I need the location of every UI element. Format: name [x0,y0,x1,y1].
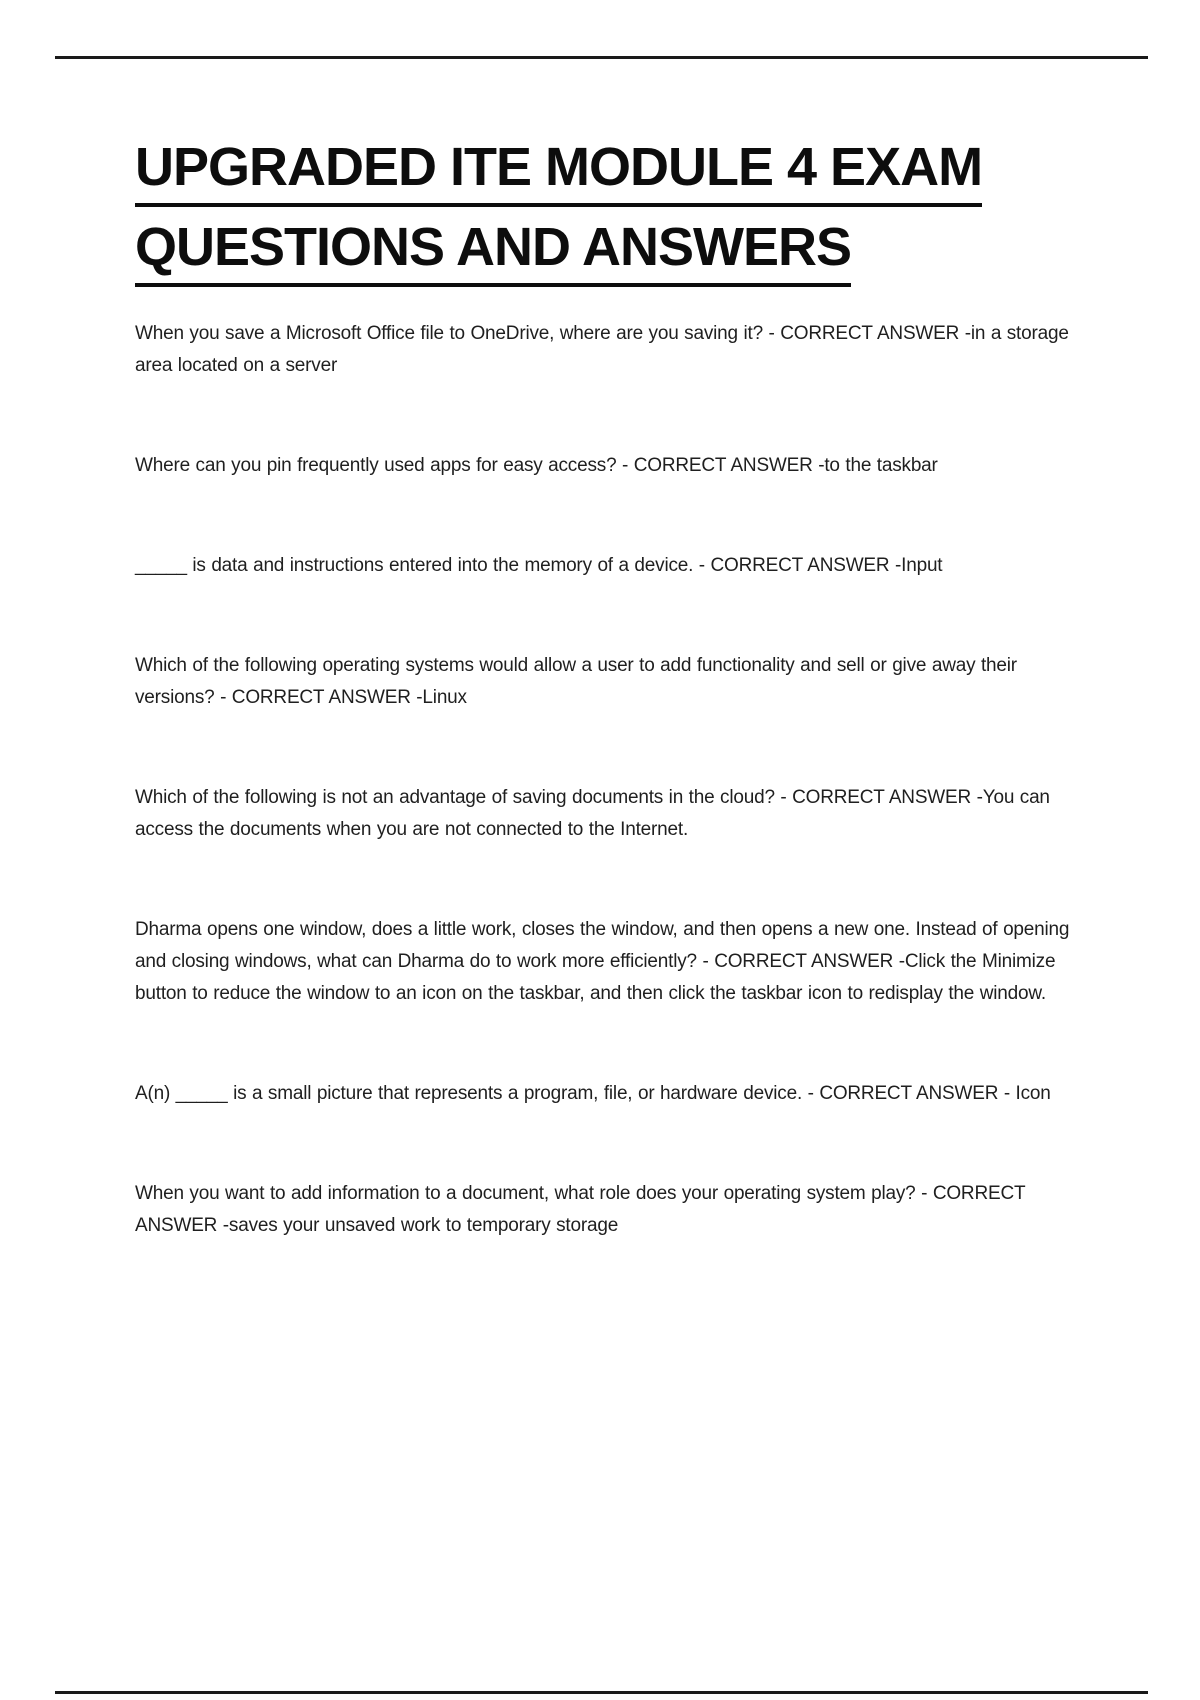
qa-paragraph: Where can you pin frequently used apps for easy access? - CORRECT ANSWER -to the taskbar [135,455,938,476]
qa-paragraph: Dharma opens one window, does a little work, closes the window, and then opens a new one. Instead of opening and closing windows, what can Dharma do to work more efficiently? - CORRECT ANSWER -Click the Minimize button to reduce the window to an icon on the taskbar, and then click the taskbar icon to redisplay the window. [135,919,1070,1004]
title-line-1: UPGRADED ITE MODULE 4 EXAM [135,140,982,207]
qa-paragraph: Which of the following operating systems would allow a user to add functionality and sell or give away their versions? - CORRECT ANSWER -Linux [135,655,1017,708]
qa-content [135,318,1075,1310]
qa-paragraph: When you want to add information to a document, what role does your operating system play? - CORRECT ANSWER -saves your unsaved work to temporary storage [135,1183,1026,1236]
qa-paragraph: _____ is data and instructions entered into the memory of a device. - CORRECT ANSWER -Input [135,555,943,576]
document-title [135,137,1095,300]
footer-rule [55,1691,1148,1694]
qa-paragraph: Which of the following is not an advantage of saving documents in the cloud? - CORRECT ANSWER -You can access the documents when you are not connected to the Internet. [135,787,1050,840]
qa-paragraph: A(n) _____ is a small picture that represents a program, file, or hardware device. - CORRECT ANSWER - Icon [135,1083,1051,1104]
title-line-2: QUESTIONS AND ANSWERS [135,220,851,287]
qa-paragraph: When you save a Microsoft Office file to OneDrive, where are you saving it? - CORRECT ANSWER -in a storage area located on a server [135,323,1069,376]
header-rule [55,56,1148,59]
